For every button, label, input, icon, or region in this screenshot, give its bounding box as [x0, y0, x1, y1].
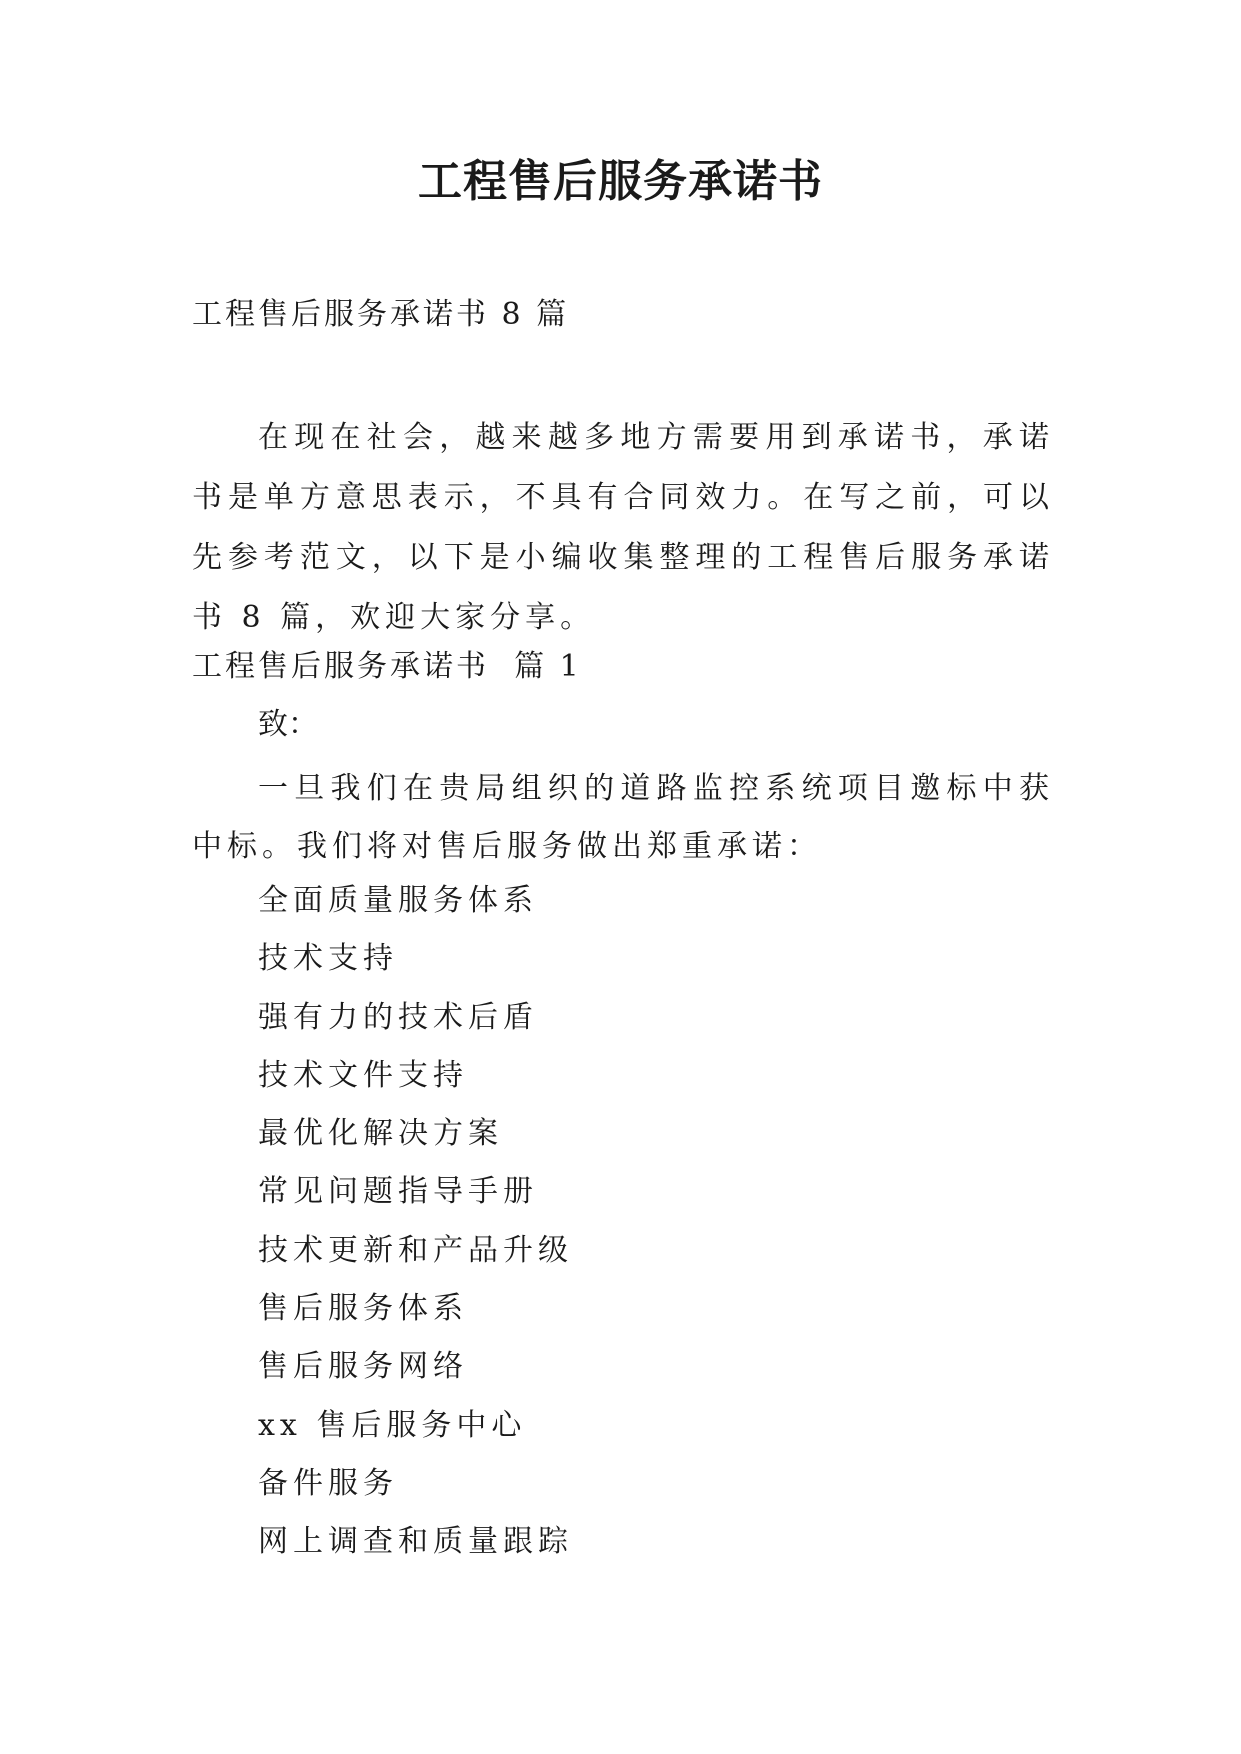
- salutation: 致：: [258, 707, 318, 742]
- list-item: 网上调查和质量跟踪: [258, 1524, 573, 1560]
- list-item: 售后服务网络: [258, 1349, 468, 1385]
- commitment-paragraph: 一旦我们在贵局组织的道路监控系统项目邀标中获中标。我们将对售后服务做出郑重承诺：: [192, 771, 1054, 864]
- list-item: xx 售后服务中心: [258, 1407, 527, 1443]
- list-item: 强有力的技术后盾: [258, 999, 538, 1035]
- list-item: 技术文件支持: [258, 1057, 468, 1093]
- document-title: 工程售后服务承诺书: [418, 156, 823, 207]
- intro-paragraph: 在现在社会，越来越多地方需要用到承诺书，承诺书是单方意思表示，不具有合同效力。在写之前，可以先参考范文，以下是小编收集整理的工程售后服务承诺书 8 篇，欢迎大家分享。: [192, 420, 1054, 635]
- document-subtitle: 工程售后服务承诺书 8 篇: [192, 297, 570, 332]
- list-item: 全面质量服务体系: [258, 883, 538, 918]
- list-item: 技术支持: [258, 941, 398, 977]
- list-item: 售后服务体系: [258, 1291, 468, 1327]
- list-item: 常见问题指导手册: [258, 1174, 538, 1210]
- list-item: 备件服务: [258, 1465, 398, 1501]
- service-item-list: [258, 872, 573, 1572]
- list-item: 技术更新和产品升级: [258, 1232, 573, 1268]
- list-item: 最优化解决方案: [258, 1116, 503, 1152]
- section-heading: 工程售后服务承诺书 篇 1: [192, 649, 582, 684]
